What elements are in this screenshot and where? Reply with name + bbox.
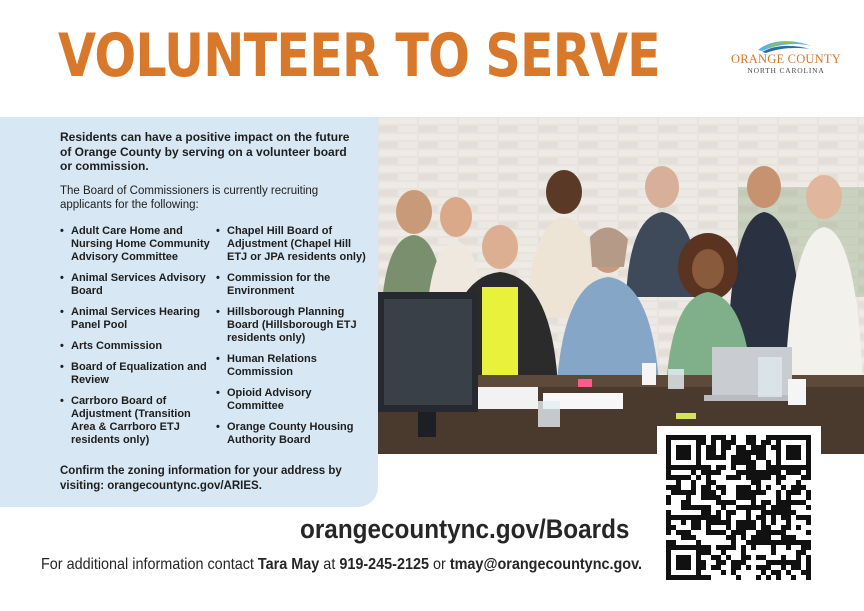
- zoning-note: Confirm the zoning information for your address by visiting: orangecountync.gov/ARIES.: [60, 465, 342, 492]
- board-item: • Opioid Advisory Committee: [216, 387, 370, 413]
- board-item: • Hillsborough Planning Board (Hillsborough ETJ residents only): [216, 306, 370, 345]
- qr-code[interactable]: [657, 426, 821, 590]
- logo-state: NORTH CAROLINA: [747, 66, 825, 75]
- intro-text: Residents can have a positive impact on the future of Orange County by serving on a volunteer board or commission.: [60, 130, 350, 173]
- board-list-left: [60, 225, 210, 455]
- contact-email[interactable]: tmay@orangecountync.gov.: [449, 556, 643, 573]
- board-item: • Human Relations Commission: [216, 353, 370, 379]
- qr-finder: [666, 435, 701, 470]
- board-item: • Arts Commission: [60, 340, 210, 353]
- qr-finder: [666, 545, 701, 580]
- board-item: • Board of Equalization and Review: [60, 361, 210, 387]
- recruit-text: The Board of Commissioners is currently recruiting applicants for the following:: [60, 185, 319, 211]
- county-logo: [726, 38, 842, 78]
- board-item: • Chapel Hill Board of Adjustment (Chapel Hill ETJ or JPA residents only): [216, 225, 370, 264]
- board-item: • Animal Services Hearing Panel Pool: [60, 306, 210, 332]
- boards-url[interactable]: orangecountync.gov/Boards: [300, 514, 630, 544]
- contact-at: at: [323, 556, 336, 573]
- board-item: • Commission for the Environment: [216, 272, 370, 298]
- contact-line: [41, 556, 642, 574]
- contact-name: Tara May: [257, 556, 320, 573]
- board-item: • Carrboro Board of Adjustment (Transition Area & Carrboro ETJ residents only): [60, 395, 210, 447]
- qr-finder: [776, 435, 811, 470]
- logo-name: ORANGE COUNTY: [731, 52, 841, 66]
- board-item: • Adult Care Home and Nursing Home Community Advisory Committee: [60, 225, 210, 264]
- page-title: VOLUNTEER TO SERVE: [58, 21, 660, 91]
- contact-prefix: For additional information contact: [41, 556, 254, 573]
- board-list-right: [216, 225, 370, 455]
- contact-phone[interactable]: 919-245-2125: [339, 556, 429, 573]
- volunteer-group-photo: [378, 117, 864, 454]
- contact-or: or: [433, 556, 446, 573]
- board-item: • Orange County Housing Authority Board: [216, 421, 370, 447]
- board-item: • Animal Services Advisory Board: [60, 272, 210, 298]
